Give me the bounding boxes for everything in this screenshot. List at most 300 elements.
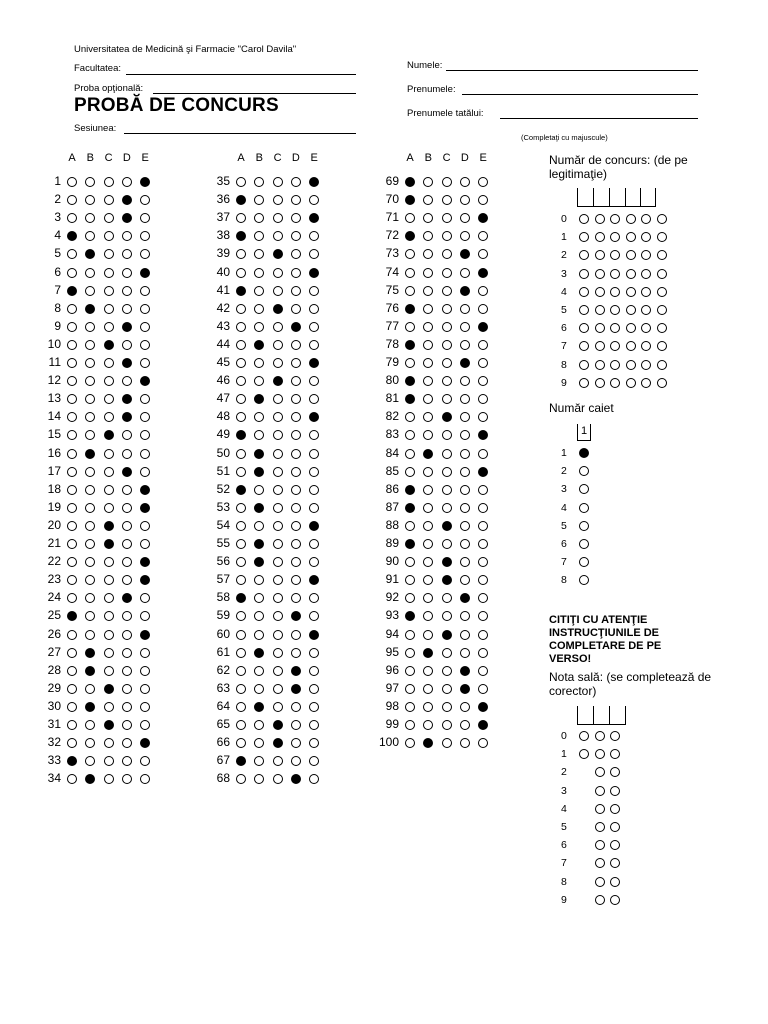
exam-digit-bubble[interactable] xyxy=(595,360,605,370)
answer-bubble-d[interactable] xyxy=(122,684,132,694)
answer-bubble-d[interactable] xyxy=(122,593,132,603)
exam-digit-bubble[interactable] xyxy=(626,287,636,297)
answer-bubble-d[interactable] xyxy=(460,611,470,621)
answer-bubble-d[interactable] xyxy=(460,575,470,585)
answer-bubble-a[interactable] xyxy=(67,738,77,748)
answer-bubble-e[interactable] xyxy=(140,648,150,658)
answer-bubble-d[interactable] xyxy=(460,702,470,712)
exam-digit-bubble[interactable] xyxy=(610,341,620,351)
answer-bubble-c[interactable] xyxy=(273,268,283,278)
answer-bubble-c[interactable] xyxy=(442,666,452,676)
answer-bubble-c[interactable] xyxy=(442,322,452,332)
answer-bubble-a[interactable] xyxy=(405,340,415,350)
answer-bubble-d[interactable] xyxy=(291,268,301,278)
answer-bubble-e[interactable] xyxy=(140,231,150,241)
answer-bubble-d[interactable] xyxy=(291,231,301,241)
answer-bubble-c[interactable] xyxy=(273,684,283,694)
answer-bubble-e[interactable] xyxy=(309,666,319,676)
answer-bubble-d[interactable] xyxy=(291,412,301,422)
grade-digit-bubble[interactable] xyxy=(610,877,620,887)
grade-digit-bubble[interactable] xyxy=(595,877,605,887)
answer-bubble-e[interactable] xyxy=(478,177,488,187)
grade-digit-bubble[interactable] xyxy=(579,749,589,759)
answer-bubble-a[interactable] xyxy=(67,593,77,603)
answer-bubble-e[interactable] xyxy=(478,231,488,241)
exam-digit-bubble[interactable] xyxy=(641,287,651,297)
answer-bubble-d[interactable] xyxy=(291,430,301,440)
answer-bubble-d[interactable] xyxy=(460,268,470,278)
answer-bubble-c[interactable] xyxy=(104,738,114,748)
answer-bubble-c[interactable] xyxy=(104,394,114,404)
answer-bubble-d[interactable] xyxy=(460,539,470,549)
answer-bubble-a[interactable] xyxy=(405,648,415,658)
answer-bubble-e[interactable] xyxy=(478,702,488,712)
answer-bubble-c[interactable] xyxy=(442,684,452,694)
answer-bubble-e[interactable] xyxy=(478,340,488,350)
exam-digit-bubble[interactable] xyxy=(595,250,605,260)
answer-bubble-d[interactable] xyxy=(291,322,301,332)
answer-bubble-e[interactable] xyxy=(140,195,150,205)
answer-bubble-a[interactable] xyxy=(236,521,246,531)
answer-bubble-b[interactable] xyxy=(85,430,95,440)
answer-bubble-a[interactable] xyxy=(67,376,77,386)
answer-bubble-d[interactable] xyxy=(122,231,132,241)
answer-bubble-b[interactable] xyxy=(423,738,433,748)
exam-digit-bubble[interactable] xyxy=(610,305,620,315)
grade-digit-bubble[interactable] xyxy=(610,749,620,759)
answer-bubble-b[interactable] xyxy=(85,593,95,603)
answer-bubble-b[interactable] xyxy=(254,376,264,386)
exam-digit-bubble[interactable] xyxy=(641,323,651,333)
answer-bubble-b[interactable] xyxy=(254,304,264,314)
answer-bubble-c[interactable] xyxy=(104,286,114,296)
answer-bubble-d[interactable] xyxy=(122,720,132,730)
answer-bubble-d[interactable] xyxy=(122,630,132,640)
answer-bubble-c[interactable] xyxy=(104,575,114,585)
answer-bubble-a[interactable] xyxy=(236,177,246,187)
answer-bubble-c[interactable] xyxy=(104,485,114,495)
answer-bubble-a[interactable] xyxy=(405,503,415,513)
answer-bubble-c[interactable] xyxy=(442,394,452,404)
answer-bubble-a[interactable] xyxy=(405,738,415,748)
answer-bubble-e[interactable] xyxy=(309,394,319,404)
answer-bubble-b[interactable] xyxy=(254,394,264,404)
answer-bubble-c[interactable] xyxy=(273,666,283,676)
answer-bubble-e[interactable] xyxy=(140,521,150,531)
answer-bubble-b[interactable] xyxy=(423,268,433,278)
answer-bubble-d[interactable] xyxy=(460,557,470,567)
answer-bubble-b[interactable] xyxy=(423,593,433,603)
answer-bubble-b[interactable] xyxy=(254,756,264,766)
answer-bubble-d[interactable] xyxy=(291,666,301,676)
exam-digit-bubble[interactable] xyxy=(657,341,667,351)
exam-digit-bubble[interactable] xyxy=(626,378,636,388)
answer-bubble-a[interactable] xyxy=(67,430,77,440)
exam-digit-bubble[interactable] xyxy=(595,287,605,297)
answer-bubble-a[interactable] xyxy=(236,485,246,495)
answer-bubble-d[interactable] xyxy=(291,774,301,784)
answer-bubble-c[interactable] xyxy=(104,249,114,259)
answer-bubble-e[interactable] xyxy=(478,720,488,730)
answer-bubble-a[interactable] xyxy=(236,340,246,350)
answer-bubble-c[interactable] xyxy=(442,503,452,513)
answer-bubble-e[interactable] xyxy=(309,177,319,187)
answer-bubble-b[interactable] xyxy=(423,575,433,585)
exam-digit-bubble[interactable] xyxy=(579,232,589,242)
answer-bubble-d[interactable] xyxy=(122,738,132,748)
answer-bubble-b[interactable] xyxy=(85,340,95,350)
exam-digit-bubble[interactable] xyxy=(579,341,589,351)
answer-bubble-b[interactable] xyxy=(85,195,95,205)
grade-digit-bubble[interactable] xyxy=(610,840,620,850)
answer-bubble-b[interactable] xyxy=(85,738,95,748)
answer-bubble-e[interactable] xyxy=(309,611,319,621)
answer-bubble-c[interactable] xyxy=(104,322,114,332)
answer-bubble-b[interactable] xyxy=(423,557,433,567)
answer-bubble-c[interactable] xyxy=(104,213,114,223)
answer-bubble-c[interactable] xyxy=(273,304,283,314)
answer-bubble-d[interactable] xyxy=(122,503,132,513)
answer-bubble-b[interactable] xyxy=(85,756,95,766)
answer-bubble-a[interactable] xyxy=(405,449,415,459)
answer-bubble-e[interactable] xyxy=(478,684,488,694)
answer-bubble-d[interactable] xyxy=(291,557,301,567)
answer-bubble-e[interactable] xyxy=(309,702,319,712)
answer-bubble-a[interactable] xyxy=(67,249,77,259)
answer-bubble-b[interactable] xyxy=(85,630,95,640)
exam-digit-bubble[interactable] xyxy=(641,305,651,315)
answer-bubble-d[interactable] xyxy=(122,611,132,621)
grade-digit-bubble[interactable] xyxy=(595,767,605,777)
answer-bubble-d[interactable] xyxy=(460,195,470,205)
exam-digit-bubble[interactable] xyxy=(610,378,620,388)
exam-digit-bubble[interactable] xyxy=(657,305,667,315)
answer-bubble-e[interactable] xyxy=(309,213,319,223)
answer-bubble-e[interactable] xyxy=(140,684,150,694)
answer-bubble-c[interactable] xyxy=(273,738,283,748)
answer-bubble-c[interactable] xyxy=(442,738,452,748)
answer-bubble-d[interactable] xyxy=(460,358,470,368)
answer-bubble-e[interactable] xyxy=(140,322,150,332)
exam-digit-bubble[interactable] xyxy=(579,287,589,297)
answer-bubble-c[interactable] xyxy=(273,467,283,477)
answer-bubble-b[interactable] xyxy=(254,340,264,350)
answer-bubble-c[interactable] xyxy=(273,756,283,766)
answer-bubble-b[interactable] xyxy=(254,702,264,712)
answer-bubble-c[interactable] xyxy=(273,449,283,459)
answer-bubble-e[interactable] xyxy=(309,268,319,278)
answer-bubble-e[interactable] xyxy=(478,539,488,549)
answer-bubble-e[interactable] xyxy=(478,412,488,422)
answer-bubble-e[interactable] xyxy=(478,322,488,332)
answer-bubble-e[interactable] xyxy=(309,503,319,513)
answer-bubble-b[interactable] xyxy=(423,648,433,658)
answer-bubble-d[interactable] xyxy=(460,449,470,459)
answer-bubble-e[interactable] xyxy=(309,575,319,585)
answer-bubble-b[interactable] xyxy=(85,539,95,549)
answer-bubble-e[interactable] xyxy=(478,286,488,296)
answer-bubble-c[interactable] xyxy=(442,593,452,603)
exam-digit-bubble[interactable] xyxy=(657,360,667,370)
answer-bubble-d[interactable] xyxy=(122,340,132,350)
answer-bubble-b[interactable] xyxy=(254,449,264,459)
grade-digit-bubble[interactable] xyxy=(595,804,605,814)
answer-bubble-e[interactable] xyxy=(478,648,488,658)
answer-bubble-c[interactable] xyxy=(104,593,114,603)
answer-bubble-a[interactable] xyxy=(405,195,415,205)
answer-bubble-e[interactable] xyxy=(140,340,150,350)
answer-bubble-c[interactable] xyxy=(273,286,283,296)
exam-digit-bubble[interactable] xyxy=(579,250,589,260)
answer-bubble-a[interactable] xyxy=(236,286,246,296)
answer-bubble-c[interactable] xyxy=(273,648,283,658)
answer-bubble-b[interactable] xyxy=(254,322,264,332)
answer-bubble-b[interactable] xyxy=(423,358,433,368)
answer-bubble-d[interactable] xyxy=(122,412,132,422)
answer-bubble-e[interactable] xyxy=(140,774,150,784)
exam-digit-bubble[interactable] xyxy=(579,214,589,224)
answer-bubble-a[interactable] xyxy=(236,322,246,332)
answer-bubble-b[interactable] xyxy=(254,521,264,531)
answer-bubble-a[interactable] xyxy=(236,557,246,567)
notebook-bubble[interactable] xyxy=(579,466,589,476)
answer-bubble-d[interactable] xyxy=(291,358,301,368)
answer-bubble-a[interactable] xyxy=(67,177,77,187)
answer-bubble-d[interactable] xyxy=(291,376,301,386)
answer-bubble-b[interactable] xyxy=(85,249,95,259)
answer-bubble-d[interactable] xyxy=(291,611,301,621)
answer-bubble-a[interactable] xyxy=(236,503,246,513)
answer-bubble-b[interactable] xyxy=(423,720,433,730)
exam-digit-bubble[interactable] xyxy=(641,250,651,260)
exam-digit-bubble[interactable] xyxy=(595,305,605,315)
answer-bubble-e[interactable] xyxy=(309,376,319,386)
answer-bubble-d[interactable] xyxy=(122,666,132,676)
answer-bubble-c[interactable] xyxy=(104,756,114,766)
answer-bubble-d[interactable] xyxy=(291,286,301,296)
answer-bubble-a[interactable] xyxy=(405,702,415,712)
answer-bubble-b[interactable] xyxy=(254,720,264,730)
answer-bubble-e[interactable] xyxy=(309,449,319,459)
answer-bubble-a[interactable] xyxy=(67,286,77,296)
answer-bubble-b[interactable] xyxy=(254,630,264,640)
exam-digit-bubble[interactable] xyxy=(657,232,667,242)
answer-bubble-c[interactable] xyxy=(442,286,452,296)
answer-bubble-e[interactable] xyxy=(478,376,488,386)
answer-bubble-a[interactable] xyxy=(405,231,415,241)
optional-test-field[interactable] xyxy=(153,93,356,94)
grade-digit-bubble[interactable] xyxy=(579,731,589,741)
answer-bubble-b[interactable] xyxy=(254,358,264,368)
answer-bubble-a[interactable] xyxy=(236,231,246,241)
answer-bubble-b[interactable] xyxy=(423,467,433,477)
answer-bubble-e[interactable] xyxy=(309,358,319,368)
answer-bubble-e[interactable] xyxy=(478,485,488,495)
answer-bubble-d[interactable] xyxy=(122,177,132,187)
answer-bubble-b[interactable] xyxy=(254,249,264,259)
answer-bubble-c[interactable] xyxy=(104,231,114,241)
answer-bubble-b[interactable] xyxy=(254,684,264,694)
answer-bubble-c[interactable] xyxy=(104,521,114,531)
answer-bubble-c[interactable] xyxy=(104,630,114,640)
answer-bubble-c[interactable] xyxy=(273,195,283,205)
answer-bubble-d[interactable] xyxy=(291,449,301,459)
answer-bubble-a[interactable] xyxy=(67,666,77,676)
answer-bubble-b[interactable] xyxy=(85,557,95,567)
answer-bubble-c[interactable] xyxy=(442,376,452,386)
answer-bubble-a[interactable] xyxy=(405,485,415,495)
exam-digit-bubble[interactable] xyxy=(595,269,605,279)
grade-digit-bubble[interactable] xyxy=(595,786,605,796)
answer-bubble-a[interactable] xyxy=(236,412,246,422)
answer-bubble-d[interactable] xyxy=(460,286,470,296)
firstname-field[interactable] xyxy=(462,94,698,95)
answer-bubble-d[interactable] xyxy=(291,575,301,585)
answer-bubble-b[interactable] xyxy=(423,611,433,621)
exam-digit-bubble[interactable] xyxy=(626,360,636,370)
exam-digit-bubble[interactable] xyxy=(579,269,589,279)
exam-digit-bubble[interactable] xyxy=(641,341,651,351)
answer-bubble-a[interactable] xyxy=(67,521,77,531)
answer-bubble-b[interactable] xyxy=(423,195,433,205)
grade-digit-bubble[interactable] xyxy=(610,895,620,905)
exam-digit-bubble[interactable] xyxy=(579,323,589,333)
answer-bubble-d[interactable] xyxy=(291,738,301,748)
answer-bubble-b[interactable] xyxy=(423,231,433,241)
notebook-box[interactable] xyxy=(577,424,591,441)
exam-digit-bubble[interactable] xyxy=(610,360,620,370)
answer-bubble-e[interactable] xyxy=(309,648,319,658)
answer-bubble-b[interactable] xyxy=(254,177,264,187)
answer-bubble-b[interactable] xyxy=(85,322,95,332)
grade-digit-bubble[interactable] xyxy=(595,858,605,868)
answer-bubble-b[interactable] xyxy=(254,195,264,205)
exam-digit-bubble[interactable] xyxy=(626,323,636,333)
answer-bubble-c[interactable] xyxy=(442,195,452,205)
answer-bubble-c[interactable] xyxy=(104,539,114,549)
answer-bubble-c[interactable] xyxy=(104,702,114,712)
answer-bubble-d[interactable] xyxy=(122,213,132,223)
answer-bubble-b[interactable] xyxy=(254,231,264,241)
answer-bubble-d[interactable] xyxy=(291,394,301,404)
answer-bubble-c[interactable] xyxy=(273,358,283,368)
answer-bubble-a[interactable] xyxy=(67,467,77,477)
answer-bubble-b[interactable] xyxy=(85,286,95,296)
answer-bubble-e[interactable] xyxy=(309,521,319,531)
grade-digit-bubble[interactable] xyxy=(595,822,605,832)
answer-bubble-a[interactable] xyxy=(405,177,415,187)
answer-bubble-a[interactable] xyxy=(236,720,246,730)
answer-bubble-a[interactable] xyxy=(236,756,246,766)
answer-bubble-a[interactable] xyxy=(236,430,246,440)
answer-bubble-c[interactable] xyxy=(273,593,283,603)
exam-digit-bubble[interactable] xyxy=(641,232,651,242)
answer-bubble-e[interactable] xyxy=(309,738,319,748)
answer-bubble-a[interactable] xyxy=(236,268,246,278)
exam-digit-bubble[interactable] xyxy=(641,360,651,370)
answer-bubble-d[interactable] xyxy=(122,376,132,386)
answer-bubble-b[interactable] xyxy=(254,648,264,658)
answer-bubble-d[interactable] xyxy=(122,394,132,404)
answer-bubble-c[interactable] xyxy=(442,412,452,422)
answer-bubble-d[interactable] xyxy=(291,720,301,730)
answer-bubble-c[interactable] xyxy=(273,231,283,241)
answer-bubble-d[interactable] xyxy=(122,575,132,585)
answer-bubble-d[interactable] xyxy=(291,593,301,603)
grade-digit-bubble[interactable] xyxy=(610,822,620,832)
answer-bubble-b[interactable] xyxy=(254,503,264,513)
answer-bubble-d[interactable] xyxy=(291,503,301,513)
exam-digit-bubble[interactable] xyxy=(595,341,605,351)
answer-bubble-a[interactable] xyxy=(236,249,246,259)
answer-bubble-c[interactable] xyxy=(104,648,114,658)
answer-bubble-d[interactable] xyxy=(291,521,301,531)
answer-bubble-b[interactable] xyxy=(85,684,95,694)
answer-bubble-b[interactable] xyxy=(423,286,433,296)
exam-digit-bubble[interactable] xyxy=(610,214,620,224)
answer-bubble-b[interactable] xyxy=(85,358,95,368)
answer-bubble-e[interactable] xyxy=(309,557,319,567)
answer-bubble-d[interactable] xyxy=(291,756,301,766)
answer-bubble-d[interactable] xyxy=(122,557,132,567)
answer-bubble-c[interactable] xyxy=(442,231,452,241)
answer-bubble-d[interactable] xyxy=(460,231,470,241)
answer-bubble-c[interactable] xyxy=(442,467,452,477)
answer-bubble-d[interactable] xyxy=(291,177,301,187)
answer-bubble-c[interactable] xyxy=(104,430,114,440)
answer-bubble-e[interactable] xyxy=(140,358,150,368)
answer-bubble-c[interactable] xyxy=(273,503,283,513)
answer-bubble-a[interactable] xyxy=(236,449,246,459)
answer-bubble-d[interactable] xyxy=(122,774,132,784)
answer-bubble-e[interactable] xyxy=(140,503,150,513)
answer-bubble-b[interactable] xyxy=(85,449,95,459)
answer-bubble-a[interactable] xyxy=(236,213,246,223)
answer-bubble-b[interactable] xyxy=(423,702,433,712)
answer-bubble-c[interactable] xyxy=(273,213,283,223)
answer-bubble-c[interactable] xyxy=(442,249,452,259)
answer-bubble-c[interactable] xyxy=(442,521,452,531)
exam-digit-bubble[interactable] xyxy=(595,323,605,333)
answer-bubble-e[interactable] xyxy=(309,286,319,296)
exam-digit-bubble[interactable] xyxy=(657,323,667,333)
answer-bubble-a[interactable] xyxy=(67,503,77,513)
answer-bubble-c[interactable] xyxy=(273,322,283,332)
faculty-field[interactable] xyxy=(126,74,356,75)
answer-bubble-a[interactable] xyxy=(67,648,77,658)
father-name-field[interactable] xyxy=(500,118,698,119)
answer-bubble-e[interactable] xyxy=(140,756,150,766)
exam-digit-bubble[interactable] xyxy=(610,232,620,242)
answer-bubble-a[interactable] xyxy=(405,376,415,386)
answer-bubble-e[interactable] xyxy=(478,358,488,368)
answer-bubble-b[interactable] xyxy=(254,738,264,748)
answer-bubble-a[interactable] xyxy=(67,268,77,278)
answer-bubble-d[interactable] xyxy=(291,630,301,640)
answer-bubble-a[interactable] xyxy=(236,611,246,621)
answer-bubble-a[interactable] xyxy=(236,666,246,676)
answer-bubble-c[interactable] xyxy=(273,340,283,350)
answer-bubble-e[interactable] xyxy=(309,430,319,440)
answer-bubble-a[interactable] xyxy=(405,630,415,640)
answer-bubble-b[interactable] xyxy=(85,774,95,784)
answer-bubble-e[interactable] xyxy=(140,412,150,422)
answer-bubble-e[interactable] xyxy=(309,630,319,640)
answer-bubble-e[interactable] xyxy=(309,756,319,766)
answer-bubble-e[interactable] xyxy=(140,213,150,223)
answer-bubble-b[interactable] xyxy=(423,485,433,495)
answer-bubble-a[interactable] xyxy=(236,648,246,658)
